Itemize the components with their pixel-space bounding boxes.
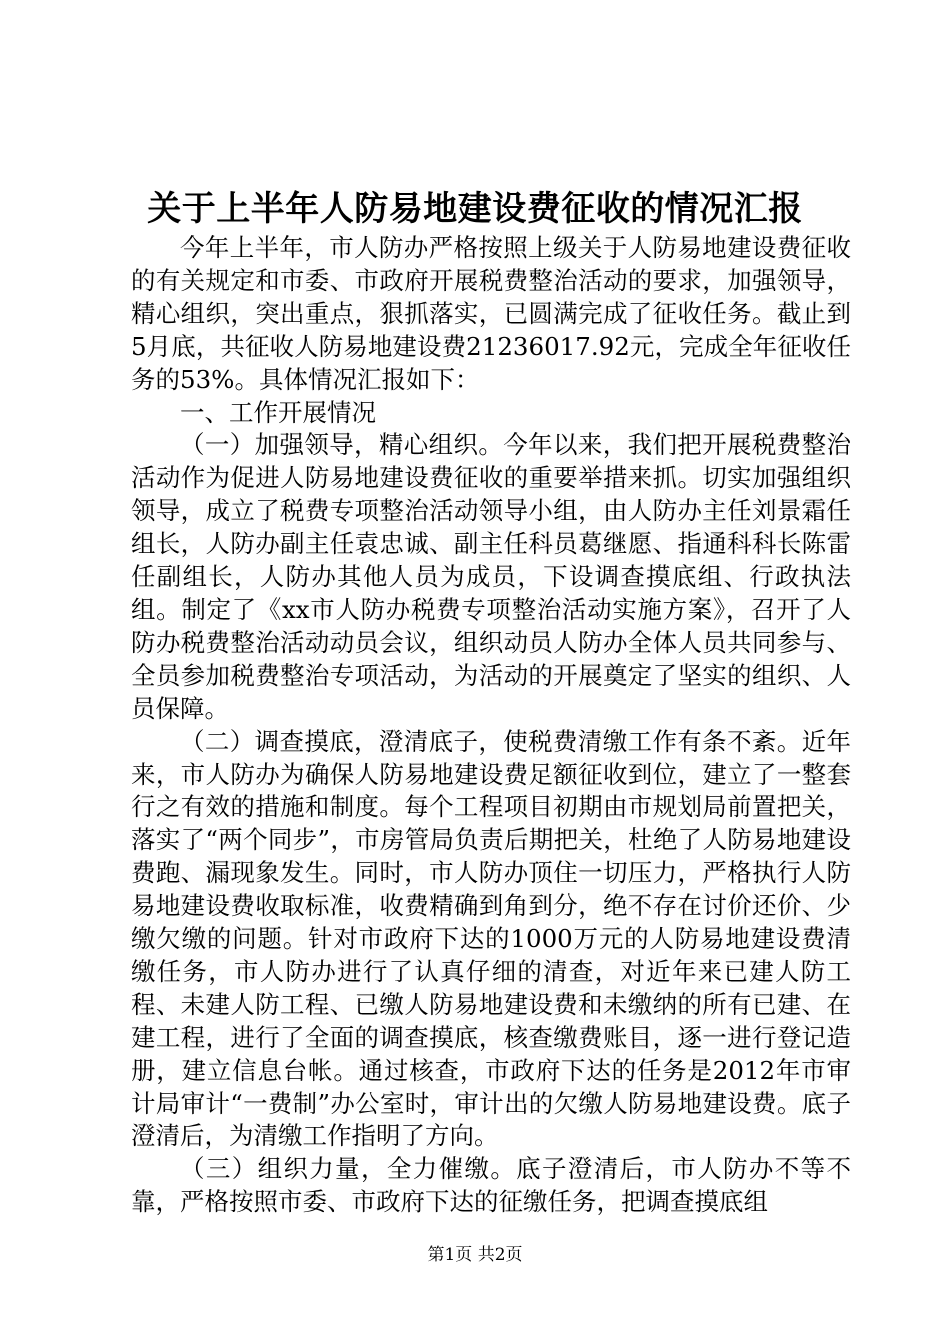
paragraph-investigation: （二）调查摸底，澄清底子，使税费清缴工作有条不紊。近年来，市人防办为确保人防易地建设费足额征收到位，建立了一整套行之有效的措施和制度。每个工程项目初期由市规划局前置把关，落实了“两个同步”，市房管局负责后期把关，杜绝了人防易地建设费跑、漏现象发生。同时，市人防办顶住一切压力，严格执行人防易地建设费收取标准，收费精确到角到分，绝不存在讨价还价、少缴欠缴的问题。针对市政府下达的1000万元的人防易地建设费清缴任务，市人防办进行了认真仔细的清查，对近年来已建人防工程、未建人防工程、已缴人防易地建设费和未缴纳的所有已建、在建工程，进行了全面的调查摸底，核查缴费账目，逐一进行登记造册，建立信息台帐。通过核查，市政府下达的任务是2012年市审计局审计“一费制”办公室时，审计出的欠缴人防易地建设费。底子澄清后，为清缴工作指明了方向。 [131,726,851,1151]
paragraph-collection: （三）组织力量，全力催缴。底子澄清后，市人防办不等不靠，严格按照市委、市政府下达的征缴任务，把调查摸底组 [131,1154,851,1217]
document-title: 关于上半年人防易地建设费征收的情况汇报 [147,189,803,229]
page-number-footer: 第1页 共2页 [427,1245,523,1265]
paragraph-leadership: （一）加强领导，精心组织。今年以来，我们把开展税费整治活动作为促进人防易地建设费征收的重要举措来抓。切实加强组织领导，成立了税费专项整治活动领导小组，由人防办主任刘景霜任组长，人防办副主任袁忠诚、副主任科员葛继愿、指通科科长陈雷任副组长，人防办其他人员为成员，下设调查摸底组、行政执法组。制定了《xx市人防办税费专项整治活动实施方案》，召开了人防办税费整治活动动员会议，组织动员人防办全体人员共同参与、全员参加税费整治专项活动，为活动的开展奠定了坚实的组织、人员保障。 [131,430,851,723]
section-heading: 一、工作开展情况 [180,397,376,427]
document-body [131,232,851,1219]
intro-paragraph: 今年上半年，市人防办严格按照上级关于人防易地建设费征收的有关规定和市委、市政府开展税费整治活动的要求，加强领导，精心组织，突出重点，狠抓落实，已圆满完成了征收任务。截止到5月底，共征收人防易地建设费21236017.92元，完成全年征收任务的53%。具体情况汇报如下： [131,233,851,394]
